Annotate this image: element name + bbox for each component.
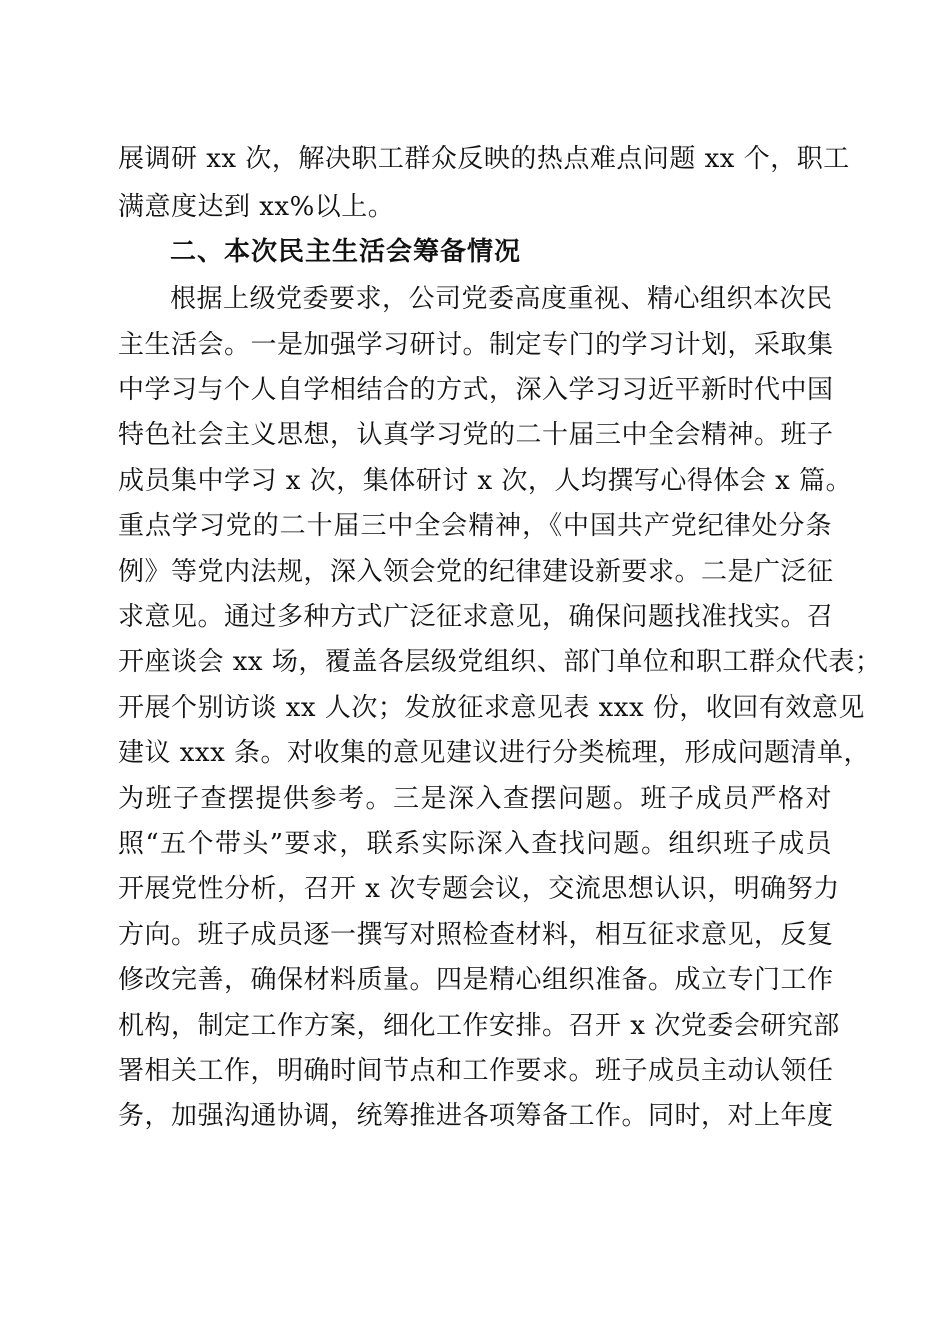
text-line: 根据上级党委要求，公司党委高度重视、精心组织本次民 — [170, 284, 833, 314]
text-line: 机构，制定工作方案，细化工作安排。召开 x 次党委会研究部 — [118, 1011, 840, 1041]
text-line: 特色社会主义思想，认真学习党的二十届三中全会精神。班子 — [118, 420, 834, 450]
text-line: 开展党性分析，召开 x 次专题会议，交流思想认识，明确努力 — [118, 874, 840, 904]
text-line: 展调研 xx 次，解决职工群众反映的热点难点问题 xx 个，职工 — [118, 144, 850, 174]
text-line: 主生活会。一是加强学习研讨。制定专门的学习计划，采取集 — [118, 330, 834, 360]
text-line: 修改完善，确保材料质量。四是精心组织准备。成立专门工作 — [118, 965, 834, 995]
text-line: 开座谈会 xx 场，覆盖各层级党组织、部门单位和职工群众代表； — [118, 647, 882, 677]
text-line: 满意度达到 xx%以上。 — [118, 192, 395, 222]
text-line: 中学习与个人自学相结合的方式，深入学习习近平新时代中国 — [118, 375, 834, 405]
text-line: 照“五个带头”要求，联系实际深入查找问题。组织班子成员 — [118, 829, 832, 859]
text-line: 求意见。通过多种方式广泛征求意见，确保问题找准找实。召 — [118, 602, 834, 632]
section-heading: 二、本次民主生活会筹备情况 — [170, 237, 522, 267]
text-line: 成员集中学习 x 次，集体研讨 x 次，人均撰写心得体会 x 篇。 — [118, 466, 853, 496]
text-line: 方向。班子成员逐一撰写对照检查材料，相互征求意见，反复 — [118, 920, 834, 950]
text-line: 署相关工作，明确时间节点和工作要求。班子成员主动认领任 — [118, 1056, 834, 1086]
text-line: 建议 xxx 条。对收集的意见建议进行分类梳理，形成问题清单， — [118, 738, 871, 768]
text-line: 重点学习党的二十届三中全会精神，《中国共产党纪律处分条 — [118, 511, 832, 541]
text-line: 开展个别访谈 xx 人次；发放征求意见表 xxx 份，收回有效意见 — [118, 693, 865, 723]
text-line: 为班子查摆提供参考。三是深入查摆问题。班子成员严格对 — [118, 784, 832, 814]
text-line: 务，加强沟通协调，统筹推进各项筹备工作。同时，对上年度 — [118, 1101, 834, 1131]
text-line: 例》等党内法规，深入领会党的纪律建设新要求。二是广泛征 — [118, 557, 834, 587]
